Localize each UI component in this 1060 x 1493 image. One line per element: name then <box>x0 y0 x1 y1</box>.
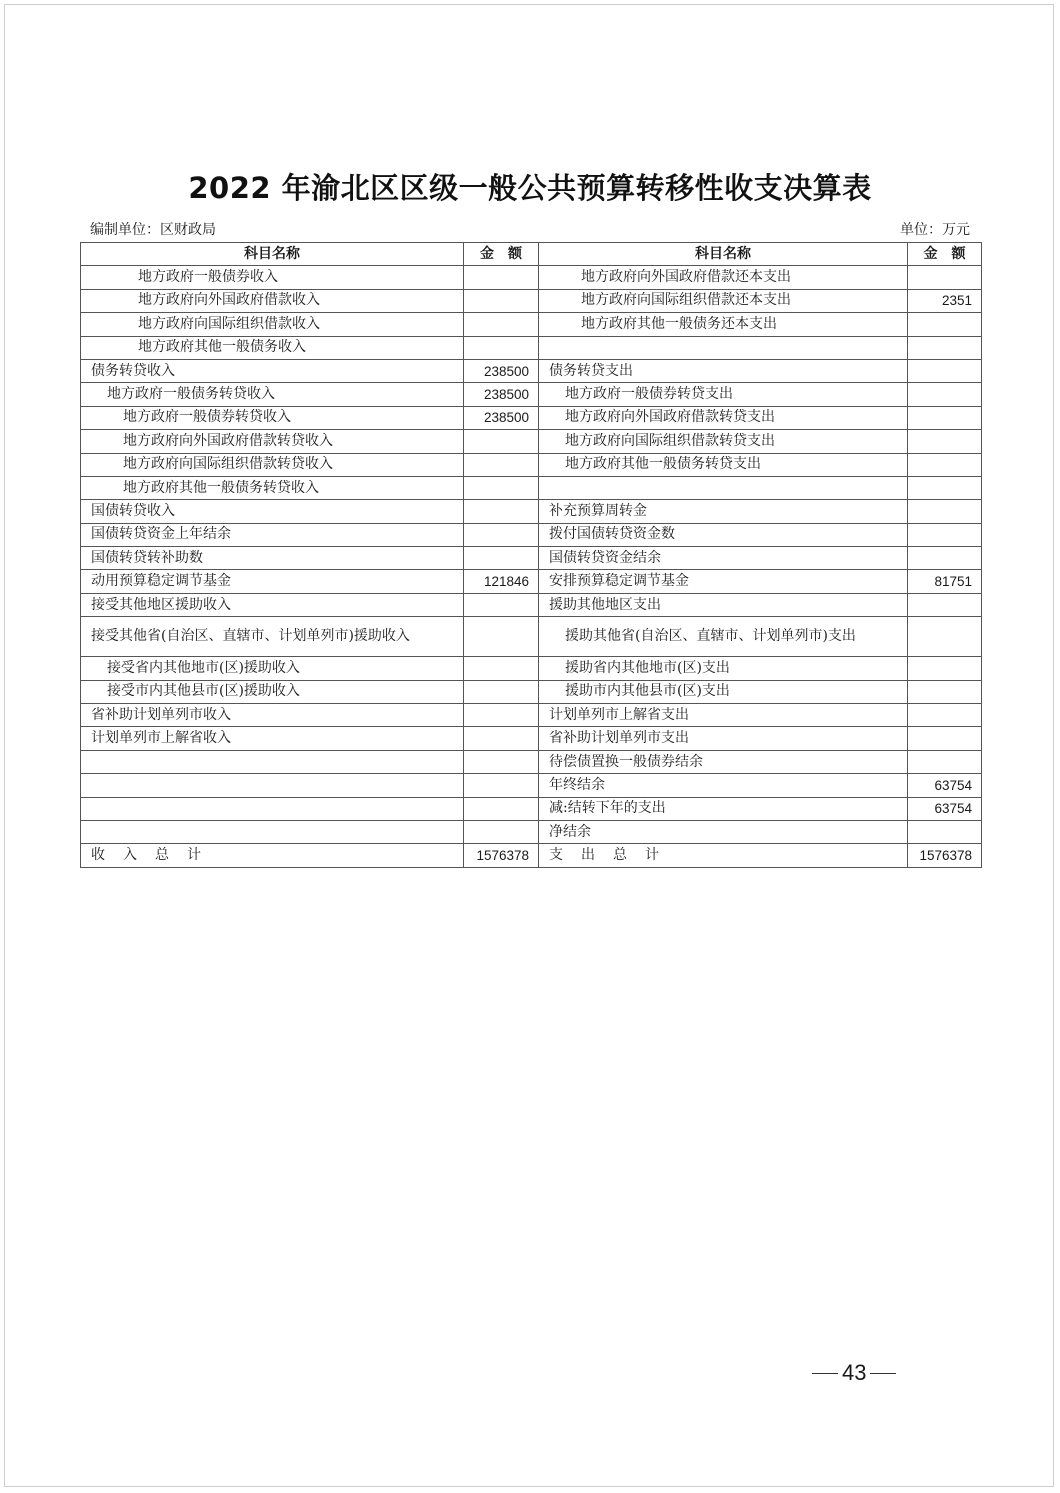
left-amount <box>464 820 539 843</box>
left-subject: 地方政府一般债券转贷收入 <box>81 406 464 429</box>
left-amount <box>464 289 539 312</box>
right-amount: 81751 <box>908 570 982 593</box>
header-amount-left: 金 额 <box>464 243 539 266</box>
compiler-label: 编制单位：区财政局 <box>90 222 216 238</box>
right-subject: 援助其他地区支出 <box>539 593 908 616</box>
table-row <box>81 727 982 750</box>
left-amount <box>464 750 539 773</box>
left-subject: 地方政府其他一般债务转贷收入 <box>81 476 464 499</box>
table-row <box>81 383 982 406</box>
left-amount <box>464 727 539 750</box>
right-subject: 地方政府向外国政府借款转贷支出 <box>539 406 908 429</box>
right-amount <box>908 617 982 657</box>
right-amount: 63754 <box>908 774 982 797</box>
right-subject: 待偿债置换一般债券结余 <box>539 750 908 773</box>
left-subject <box>81 750 464 773</box>
right-amount <box>908 359 982 382</box>
expense-total-label: 支出总计 <box>539 844 908 867</box>
table-row <box>81 797 982 820</box>
header-amount-right: 金 额 <box>908 243 982 266</box>
left-amount <box>464 476 539 499</box>
right-subject: 援助省内其他地市(区)支出 <box>539 657 908 680</box>
table-row <box>81 336 982 359</box>
table-row <box>81 704 982 727</box>
table-row <box>81 657 982 680</box>
left-subject: 动用预算稳定调节基金 <box>81 570 464 593</box>
budget-table <box>80 242 982 868</box>
right-subject: 援助其他省(自治区、直辖市、计划单列市)支出 <box>539 617 908 657</box>
right-subject: 地方政府向国际组织借款还本支出 <box>539 289 908 312</box>
table-row <box>81 680 982 703</box>
right-subject <box>539 476 908 499</box>
table-row <box>81 820 982 843</box>
right-subject: 计划单列市上解省支出 <box>539 704 908 727</box>
page-number-value: 43 <box>842 1360 867 1385</box>
left-amount <box>464 430 539 453</box>
table-header-row <box>81 243 982 266</box>
table-row <box>81 750 982 773</box>
table-row <box>81 593 982 616</box>
table-row <box>81 617 982 657</box>
left-amount: 121846 <box>464 570 539 593</box>
left-subject <box>81 820 464 843</box>
right-amount <box>908 704 982 727</box>
right-subject: 地方政府其他一般债务转贷支出 <box>539 453 908 476</box>
right-amount <box>908 727 982 750</box>
right-amount <box>908 547 982 570</box>
right-subject: 拨付国债转贷资金数 <box>539 523 908 546</box>
left-subject: 债务转贷收入 <box>81 359 464 382</box>
left-amount <box>464 657 539 680</box>
right-subject: 地方政府向外国政府借款还本支出 <box>539 266 908 289</box>
left-amount <box>464 313 539 336</box>
left-amount <box>464 453 539 476</box>
right-amount <box>908 680 982 703</box>
left-amount <box>464 547 539 570</box>
right-amount <box>908 593 982 616</box>
left-amount: 238500 <box>464 383 539 406</box>
left-amount <box>464 680 539 703</box>
expense-total-amount: 1576378 <box>908 844 982 867</box>
left-amount <box>464 774 539 797</box>
left-subject: 地方政府其他一般债务收入 <box>81 336 464 359</box>
left-amount: 238500 <box>464 359 539 382</box>
left-amount <box>464 797 539 820</box>
left-subject: 接受市内其他县市(区)援助收入 <box>81 680 464 703</box>
right-amount: 63754 <box>908 797 982 820</box>
right-amount <box>908 313 982 336</box>
right-amount <box>908 500 982 523</box>
right-amount <box>908 657 982 680</box>
left-subject: 国债转贷收入 <box>81 500 464 523</box>
right-amount <box>908 476 982 499</box>
right-subject: 年终结余 <box>539 774 908 797</box>
left-subject <box>81 797 464 820</box>
right-amount <box>908 266 982 289</box>
left-subject: 地方政府向外国政府借款收入 <box>81 289 464 312</box>
left-subject: 地方政府向国际组织借款转贷收入 <box>81 453 464 476</box>
table-row <box>81 547 982 570</box>
left-amount: 238500 <box>464 406 539 429</box>
income-total-amount: 1576378 <box>464 844 539 867</box>
right-subject: 债务转贷支出 <box>539 359 908 382</box>
right-subject: 国债转贷资金结余 <box>539 547 908 570</box>
table-row <box>81 430 982 453</box>
page-number-dash-left <box>812 1373 838 1374</box>
right-amount <box>908 406 982 429</box>
left-subject: 国债转贷资金上年结余 <box>81 523 464 546</box>
left-amount <box>464 704 539 727</box>
header-subject-right: 科目名称 <box>539 243 908 266</box>
left-subject: 地方政府向国际组织借款收入 <box>81 313 464 336</box>
left-amount <box>464 500 539 523</box>
left-amount <box>464 523 539 546</box>
left-amount <box>464 266 539 289</box>
left-amount <box>464 593 539 616</box>
page-number <box>812 1360 896 1386</box>
table-row <box>81 476 982 499</box>
left-subject: 接受其他地区援助收入 <box>81 593 464 616</box>
page-title: 2022 年渝北区区级一般公共预算转移性收支决算表 <box>188 171 872 205</box>
left-subject: 接受其他省(自治区、直辖市、计划单列市)援助收入 <box>81 617 464 657</box>
right-subject: 地方政府向国际组织借款转贷支出 <box>539 430 908 453</box>
right-amount <box>908 336 982 359</box>
right-subject: 减:结转下年的支出 <box>539 797 908 820</box>
right-subject: 援助市内其他县市(区)支出 <box>539 680 908 703</box>
unit-label: 单位：万元 <box>900 222 970 238</box>
left-subject: 地方政府向外国政府借款转贷收入 <box>81 430 464 453</box>
left-amount <box>464 336 539 359</box>
income-total-label: 收入总计 <box>81 844 464 867</box>
table-row <box>81 313 982 336</box>
right-amount <box>908 383 982 406</box>
table-row <box>81 774 982 797</box>
left-subject: 省补助计划单列市收入 <box>81 704 464 727</box>
left-subject: 地方政府一般债券收入 <box>81 266 464 289</box>
table-row <box>81 453 982 476</box>
table-row <box>81 266 982 289</box>
right-subject: 地方政府一般债券转贷支出 <box>539 383 908 406</box>
right-amount <box>908 453 982 476</box>
right-subject: 省补助计划单列市支出 <box>539 727 908 750</box>
right-subject: 补充预算周转金 <box>539 500 908 523</box>
left-subject: 地方政府一般债务转贷收入 <box>81 383 464 406</box>
right-subject: 净结余 <box>539 820 908 843</box>
left-subject: 接受省内其他地市(区)援助收入 <box>81 657 464 680</box>
page-number-dash-right <box>870 1373 896 1374</box>
right-subject: 地方政府其他一般债务还本支出 <box>539 313 908 336</box>
table-row <box>81 289 982 312</box>
right-subject: 安排预算稳定调节基金 <box>539 570 908 593</box>
left-subject: 国债转贷转补助数 <box>81 547 464 570</box>
left-subject: 计划单列市上解省收入 <box>81 727 464 750</box>
right-amount: 2351 <box>908 289 982 312</box>
table-row <box>81 406 982 429</box>
right-amount <box>908 750 982 773</box>
table-row <box>81 570 982 593</box>
table-row <box>81 500 982 523</box>
total-row <box>81 844 982 867</box>
left-subject <box>81 774 464 797</box>
left-amount <box>464 617 539 657</box>
right-amount <box>908 430 982 453</box>
header-subject-left: 科目名称 <box>81 243 464 266</box>
right-amount <box>908 820 982 843</box>
right-amount <box>908 523 982 546</box>
table-row <box>81 523 982 546</box>
table-row <box>81 359 982 382</box>
right-subject <box>539 336 908 359</box>
